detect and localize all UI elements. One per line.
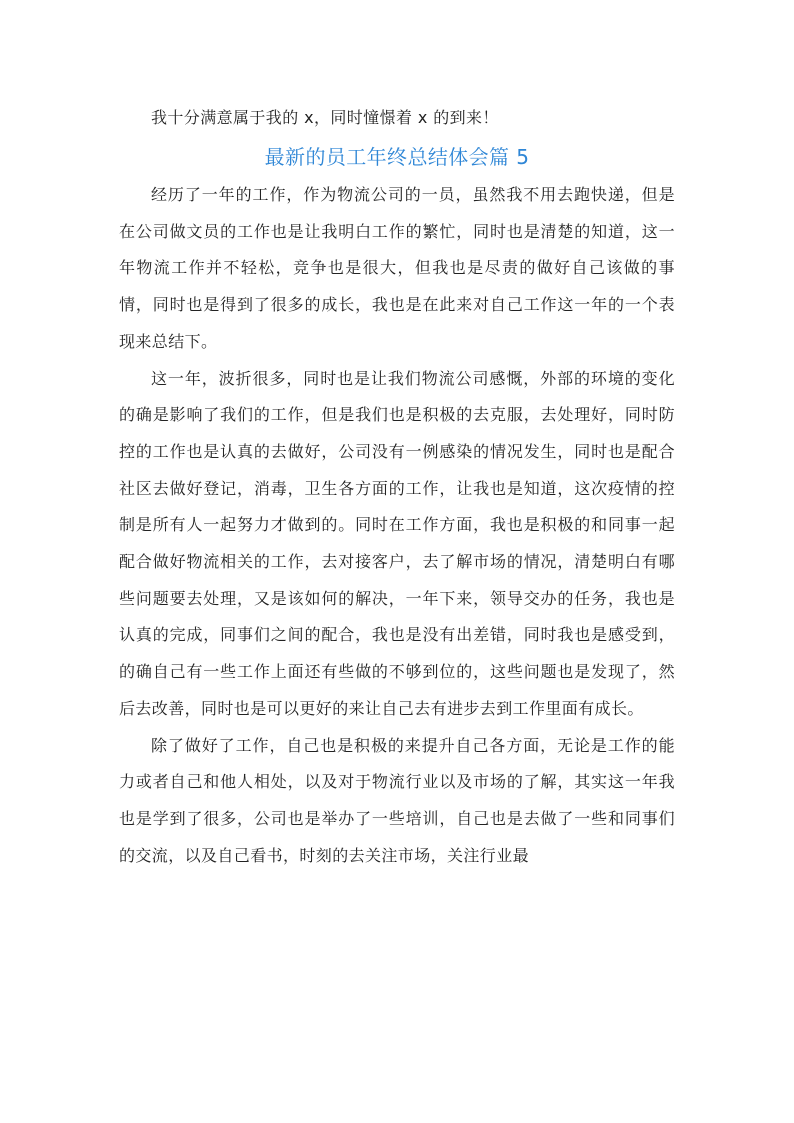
section-title: 最新的员工年终总结体会篇 5 xyxy=(264,145,530,169)
paragraph-1: 经历了一年的工作，作为物流公司的一员，虽然我不用去跑快递，但是在公司做文员的工作也是让我明白工作的繁忙，同时也是清楚的知道，这一年物流工作并不轻松，竞争也是很大，但我也是尽责的做好自己该做的事情，同时也是得到了很多的成长，我也是在此来对自己工作这一年的一个表现来总结下。 xyxy=(119,185,675,351)
paragraph-2: 这一年，波折很多，同时也是让我们物流公司感慨，外部的环境的变化的确是影响了我们的工作，但是我们也是积极的去克服，去处理好，同时防控的工作也是认真的去做好，公司没有一例感染的情况发生，同时也是配合社区去做好登记，消毒，卫生各方面的工作，让我也是知道，这次疫情的控制是所有人一起努力才做到的。同时在工作方面，我也是积极的和同事一起配合做好物流相关的工作，去对接客户，去了解市场的情况，清楚明白有哪些问题要去处理，又是该如何的解决，一年下来，领导交办的任务，我也是认真的完成，同事们之间的配合，我也是没有出差错，同时我也是感受到，的确自己有一些工作上面还有些做的不够到位的，这些问题也是发现了，然后去改善，同时也是可以更好的来让自己去有进步去到工作里面有成长。 xyxy=(119,368,675,718)
intro-line: 我十分满意属于我的 x，同时憧憬着 x 的到来！ xyxy=(151,108,499,127)
paragraph-3: 除了做好了工作，自己也是积极的来提升自己各方面，无论是工作的能力或者自己和他人相处，以及对于物流行业以及市场的了解，其实这一年我也是学到了很多，公司也是举办了一些培训，自己也是去做了一些和同事们的交流，以及自己看书，时刻的去关注市场，关注行业最 xyxy=(119,735,675,865)
document-body xyxy=(119,100,675,874)
